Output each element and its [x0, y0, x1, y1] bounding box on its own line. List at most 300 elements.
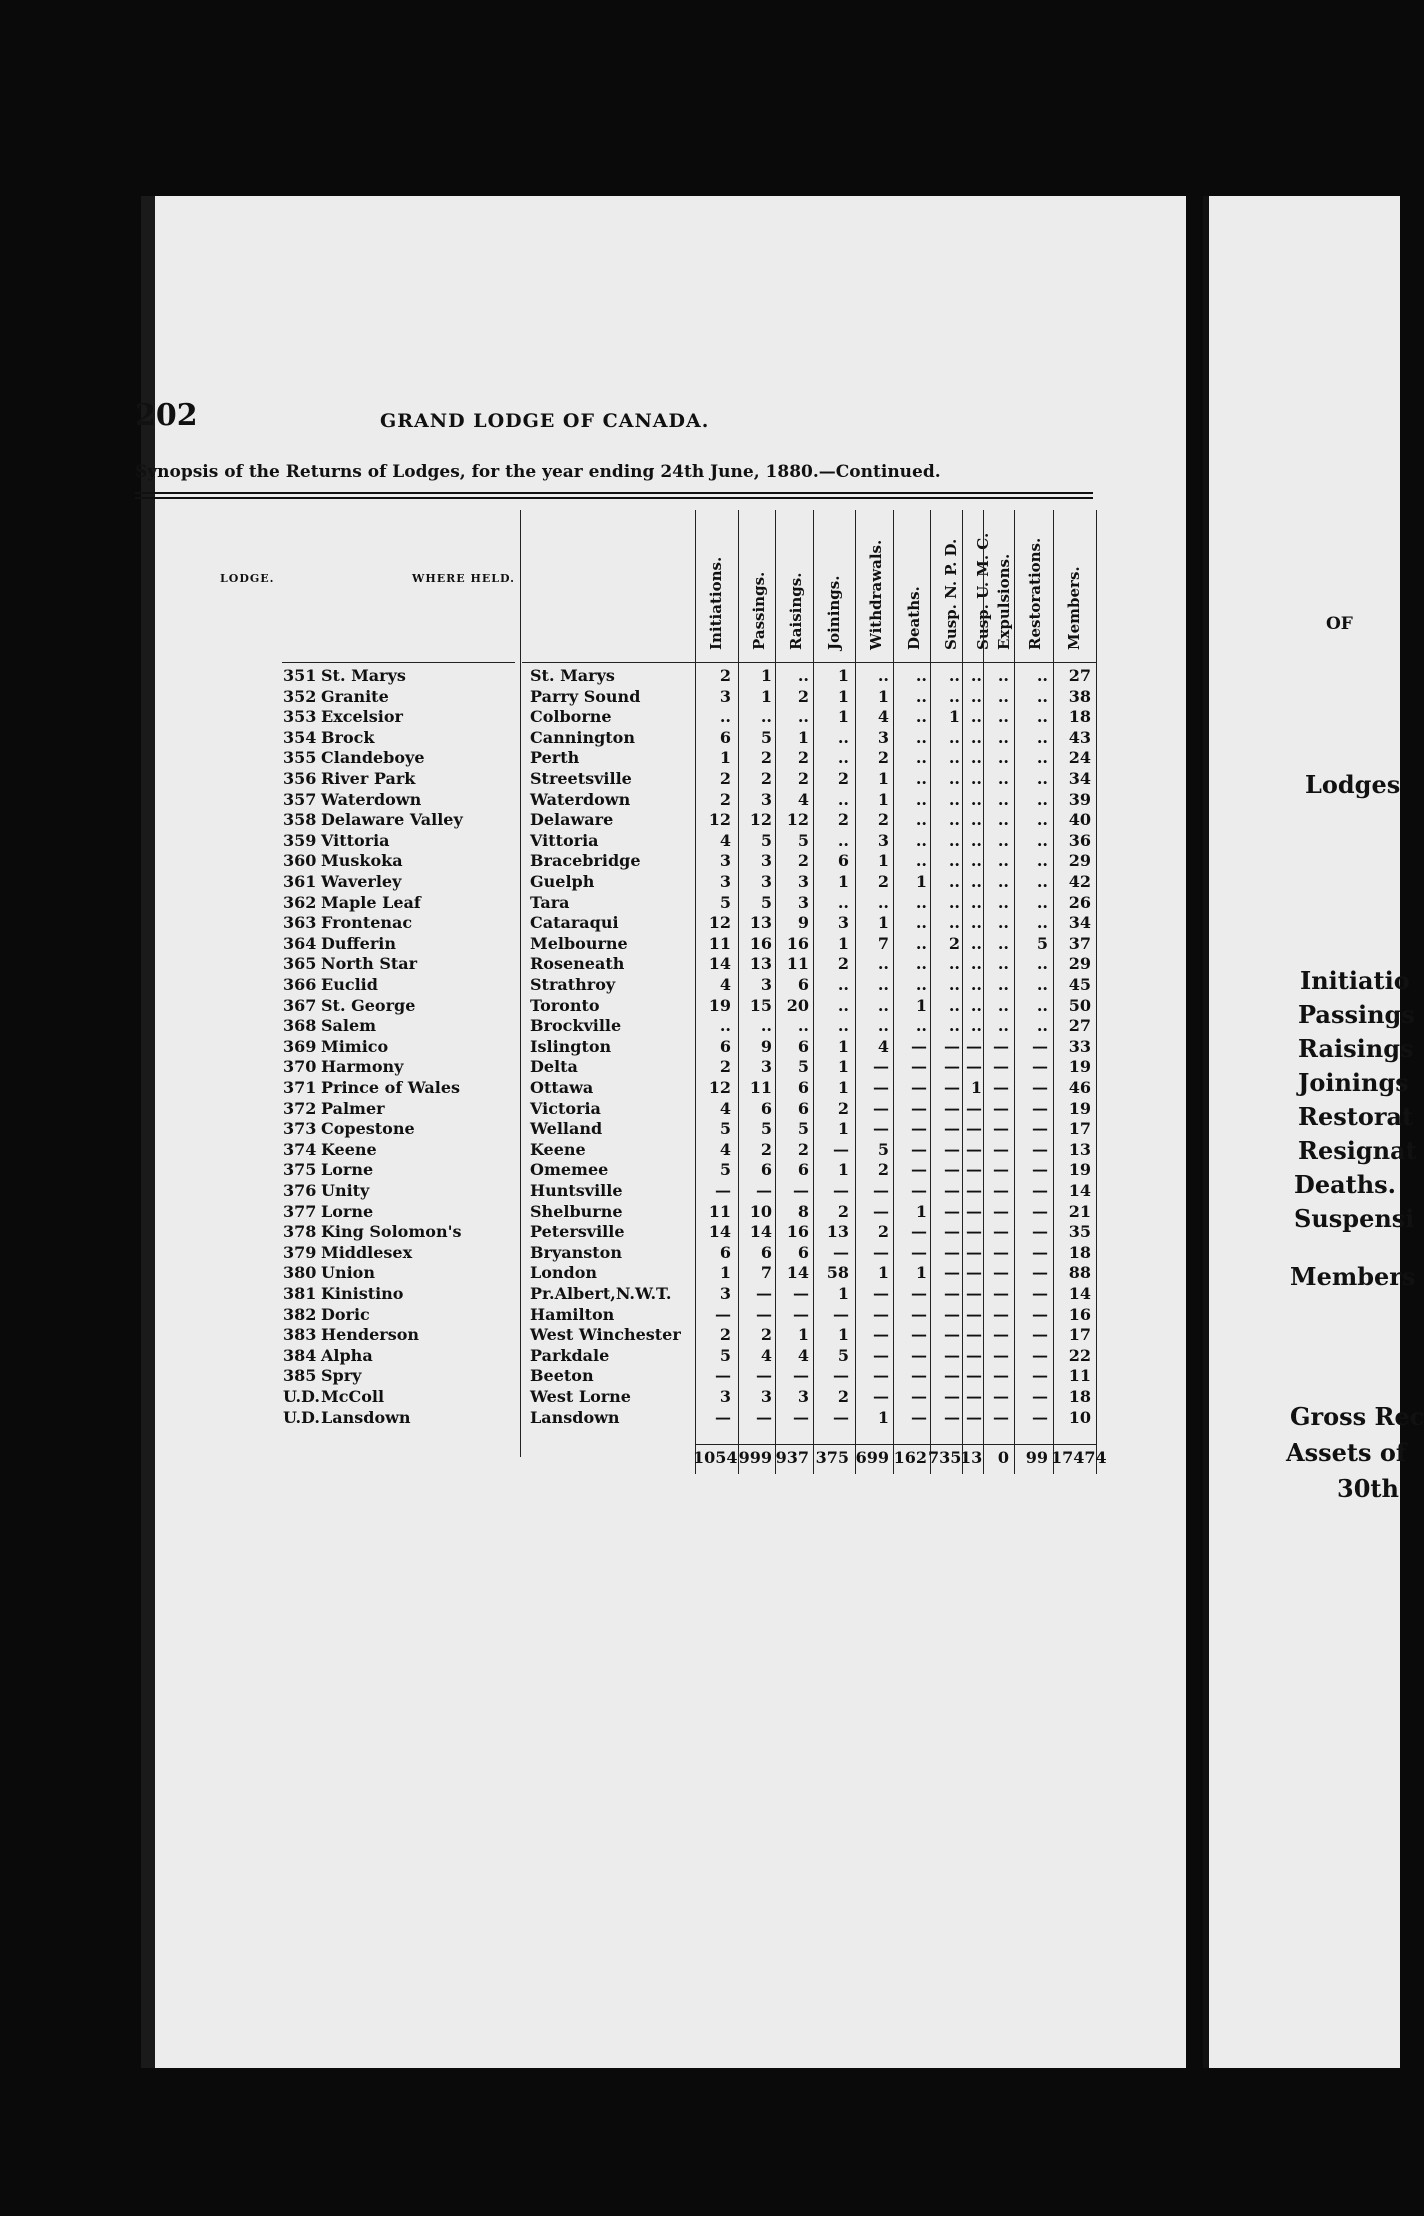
stat-cell: 8 — [797, 1201, 809, 1221]
stat-cell: .. — [915, 707, 927, 727]
where-held: Colborne — [530, 707, 612, 727]
lodge-name: Spry — [321, 1366, 362, 1386]
where-held: London — [530, 1263, 598, 1283]
stat-cell: .. — [837, 748, 849, 768]
stat-cell: 1 — [877, 913, 889, 933]
stat-cell: — — [993, 1036, 1009, 1056]
stat-cell: 5 — [719, 1345, 731, 1365]
column-header-lodge: LODGE. — [220, 572, 275, 585]
stat-cell: — — [966, 1284, 982, 1303]
stat-cell: .. — [970, 1016, 982, 1036]
stat-cell: 3 — [760, 851, 772, 871]
lodge-number: 352 — [283, 686, 317, 706]
stat-cell: — — [966, 1139, 982, 1159]
stat-cell: 1 — [837, 1036, 849, 1056]
stat-cell: — — [873, 1304, 889, 1324]
stat-cell: 4 — [760, 1345, 772, 1365]
stat-cell: .. — [915, 913, 927, 933]
lodge-name: Waterdown — [321, 789, 422, 809]
lodge-number: 385 — [283, 1366, 317, 1386]
stat-cell: 2 — [837, 1201, 849, 1221]
stat-cell: 13 — [749, 913, 772, 933]
stat-cell: 2 — [719, 1057, 731, 1077]
stat-cell: — — [911, 1325, 927, 1345]
stat-cell: .. — [837, 1016, 849, 1036]
where-held: Parry Sound — [530, 686, 641, 706]
where-held: Islington — [530, 1036, 612, 1056]
stat-cell: .. — [970, 995, 982, 1015]
stat-cell: .. — [1036, 748, 1048, 768]
where-held: Bryanston — [530, 1242, 622, 1262]
stat-cell: — — [911, 1036, 927, 1056]
stat-cell: .. — [997, 1016, 1009, 1036]
total-cell: 0 — [997, 1448, 1009, 1467]
stat-cell: 1 — [915, 1263, 927, 1283]
table-row — [135, 1099, 1100, 1120]
stat-cell: — — [993, 1057, 1009, 1077]
total-cell: 99 — [1025, 1448, 1048, 1467]
stat-cell: — — [993, 1078, 1009, 1097]
stat-cell: 13 — [1068, 1139, 1091, 1159]
stat-cell: .. — [797, 707, 809, 727]
table-horizontal-rule — [695, 1444, 1096, 1445]
stat-cell: 1 — [837, 1160, 849, 1180]
stat-cell: — — [1032, 1201, 1048, 1221]
stat-cell: — — [833, 1407, 849, 1427]
stat-cell: — — [966, 1242, 982, 1262]
stat-cell: 3 — [877, 830, 889, 850]
stat-cell: 16 — [786, 1222, 809, 1242]
stat-cell: — — [1032, 1284, 1048, 1303]
stat-cell: — — [715, 1366, 731, 1386]
where-held: Beeton — [530, 1366, 594, 1386]
table-row — [135, 1387, 1100, 1408]
table-row — [135, 666, 1100, 687]
where-held: Lansdown — [530, 1407, 620, 1427]
stat-cell: .. — [915, 769, 927, 788]
stat-cell: 2 — [837, 954, 849, 974]
stat-cell: — — [993, 1139, 1009, 1159]
stat-cell: .. — [970, 933, 982, 953]
stat-cell: 11 — [708, 933, 731, 953]
right-page-fragment: Lodges — [1305, 770, 1401, 799]
stat-cell: .. — [997, 913, 1009, 933]
column-header-stat: Deaths. — [905, 586, 923, 650]
stat-cell: 5 — [719, 1119, 731, 1139]
stat-cell: — — [715, 1407, 731, 1427]
stat-cell: — — [756, 1284, 772, 1303]
column-header-stat: Withdrawals. — [867, 539, 885, 650]
stat-cell: 13 — [749, 954, 772, 974]
stat-cell: — — [873, 1325, 889, 1345]
where-held: Bracebridge — [530, 851, 641, 871]
stat-cell: 1 — [877, 686, 889, 706]
lodge-number: 366 — [283, 975, 317, 994]
where-held: Ottawa — [530, 1078, 594, 1097]
stat-cell: — — [793, 1407, 809, 1427]
stat-cell: 3 — [837, 913, 849, 933]
stat-cell: .. — [1036, 830, 1048, 850]
where-held: Cannington — [530, 727, 635, 747]
lodge-name: Unity — [321, 1181, 370, 1200]
stat-cell: — — [911, 1057, 927, 1077]
where-held: Welland — [530, 1119, 603, 1139]
stat-cell: 2 — [877, 810, 889, 830]
lodge-number: 354 — [283, 727, 317, 747]
stat-cell: — — [944, 1139, 960, 1159]
stat-cell: .. — [915, 789, 927, 809]
stat-cell: .. — [997, 727, 1009, 747]
stat-cell: .. — [970, 975, 982, 994]
stat-cell: .. — [997, 995, 1009, 1015]
stat-cell: .. — [948, 954, 960, 974]
stat-cell: 3 — [760, 789, 772, 809]
stat-cell: 6 — [719, 727, 731, 747]
table-row — [135, 810, 1100, 831]
stat-cell: .. — [997, 748, 1009, 768]
table-row — [135, 1305, 1100, 1326]
stat-cell: — — [911, 1284, 927, 1303]
lodge-name: Prince of Wales — [321, 1078, 460, 1097]
stat-cell: .. — [915, 892, 927, 912]
stat-cell: .. — [877, 666, 889, 685]
stat-cell: — — [873, 1387, 889, 1406]
total-cell: 13 — [960, 1448, 983, 1467]
stat-cell: .. — [1036, 727, 1048, 747]
stat-cell: 2 — [797, 748, 809, 768]
stat-cell: 3 — [719, 1387, 731, 1406]
stat-cell: — — [993, 1119, 1009, 1139]
stat-cell: — — [966, 1366, 982, 1386]
stat-cell: 11 — [786, 954, 809, 974]
stat-cell: 21 — [1068, 1201, 1091, 1221]
lodge-name: Euclid — [321, 975, 378, 994]
stat-cell: — — [911, 1160, 927, 1180]
stat-cell: .. — [997, 892, 1009, 912]
stat-cell: .. — [970, 727, 982, 747]
stat-cell: 2 — [797, 686, 809, 706]
stat-cell: .. — [837, 830, 849, 850]
stat-cell: .. — [948, 851, 960, 871]
stat-cell: .. — [1036, 1016, 1048, 1036]
where-held: Streetsville — [530, 769, 632, 788]
table-horizontal-rule — [695, 662, 1096, 663]
lodge-name: River Park — [321, 769, 416, 788]
stat-cell: — — [966, 1057, 982, 1077]
lodge-name: Clandeboye — [321, 748, 425, 768]
table-row — [135, 1202, 1100, 1223]
stat-cell: .. — [970, 851, 982, 871]
lodge-number: 351 — [283, 666, 317, 685]
stat-cell: — — [944, 1387, 960, 1406]
lodge-number: 375 — [283, 1160, 317, 1180]
stat-cell: — — [966, 1201, 982, 1221]
column-header-stat: Passings. — [750, 571, 768, 650]
where-held: Vittoria — [530, 830, 599, 850]
where-held: Strathroy — [530, 975, 616, 994]
stat-cell: 5 — [719, 1160, 731, 1180]
stat-cell: .. — [837, 995, 849, 1015]
table-row — [135, 748, 1100, 769]
stat-cell: 1 — [877, 1263, 889, 1283]
stat-cell: 5 — [837, 1345, 849, 1365]
where-held: West Winchester — [530, 1325, 681, 1345]
stat-cell: — — [793, 1284, 809, 1303]
right-page-fragment: Joinings — [1298, 1068, 1409, 1097]
table-row — [135, 996, 1100, 1017]
column-header-stat: Susp. N. P. D. — [942, 538, 960, 650]
stat-cell: .. — [997, 851, 1009, 871]
stat-cell: 2 — [797, 851, 809, 871]
stat-cell: .. — [797, 666, 809, 685]
stat-cell: 1 — [837, 666, 849, 685]
stat-cell: 14 — [708, 1222, 731, 1242]
stat-cell: — — [756, 1304, 772, 1324]
column-header-stat: Expulsions. — [995, 553, 1013, 650]
stat-cell: 2 — [837, 1098, 849, 1118]
stat-cell: — — [873, 1181, 889, 1200]
stat-cell: .. — [970, 872, 982, 891]
stat-cell: 45 — [1068, 975, 1091, 994]
stat-cell: — — [911, 1222, 927, 1242]
stat-cell: .. — [915, 954, 927, 974]
table-row — [135, 1160, 1100, 1181]
lodge-name: Mimico — [321, 1036, 389, 1056]
stat-cell: — — [944, 1407, 960, 1427]
table-row — [135, 1346, 1100, 1367]
stat-cell: .. — [948, 686, 960, 706]
where-held: Brockville — [530, 1016, 622, 1036]
stat-cell: .. — [997, 933, 1009, 953]
stat-cell: — — [966, 1304, 982, 1324]
stat-cell: — — [1032, 1036, 1048, 1056]
lodge-name: St. George — [321, 995, 416, 1015]
stat-cell: .. — [1036, 913, 1048, 933]
stat-cell: — — [873, 1201, 889, 1221]
stat-cell: — — [944, 1242, 960, 1262]
stat-cell: .. — [948, 1016, 960, 1036]
lodge-name: Alpha — [321, 1345, 373, 1365]
lodge-number: 383 — [283, 1325, 317, 1345]
lodge-name: St. Marys — [321, 666, 406, 685]
right-page-fragment: 30th — [1337, 1474, 1399, 1503]
lodge-name: Palmer — [321, 1098, 385, 1118]
table-row — [135, 1284, 1100, 1305]
stat-cell: 1 — [877, 789, 889, 809]
stat-cell: 2 — [877, 1160, 889, 1180]
stat-cell: 11 — [708, 1201, 731, 1221]
where-held: Victoria — [530, 1098, 601, 1118]
stat-cell: — — [944, 1325, 960, 1345]
stat-cell: 1 — [837, 1119, 849, 1139]
stat-cell: 3 — [760, 1057, 772, 1077]
total-cell: 17474 — [1051, 1448, 1107, 1467]
stat-cell: 1 — [877, 769, 889, 788]
stat-cell: .. — [997, 830, 1009, 850]
stat-cell: .. — [1036, 975, 1048, 994]
stat-cell: 12 — [749, 810, 772, 830]
stat-cell: .. — [760, 707, 772, 727]
stat-cell: 58 — [826, 1263, 849, 1283]
total-cell: 162 — [893, 1448, 927, 1467]
lodge-number: 364 — [283, 933, 317, 953]
stat-cell: — — [756, 1366, 772, 1386]
stat-cell: .. — [877, 892, 889, 912]
where-held: West Lorne — [530, 1387, 631, 1406]
lodge-name: Lansdown — [321, 1407, 411, 1427]
stat-cell: 7 — [760, 1263, 772, 1283]
column-header-stat: Restorations. — [1026, 537, 1044, 650]
stat-cell: .. — [1036, 707, 1048, 727]
stat-cell: — — [944, 1366, 960, 1386]
right-page-fragment: Suspensi — [1294, 1204, 1415, 1233]
lodge-name: Vittoria — [321, 830, 390, 850]
stat-cell: .. — [837, 789, 849, 809]
stat-cell: 4 — [719, 830, 731, 850]
lodge-number: 372 — [283, 1098, 317, 1118]
stat-cell: — — [993, 1222, 1009, 1242]
stat-cell: 2 — [719, 769, 731, 788]
stat-cell: 18 — [1068, 1242, 1091, 1262]
lodge-name: Brock — [321, 727, 375, 747]
stat-cell: 1 — [719, 1263, 731, 1283]
stat-cell: 15 — [749, 995, 772, 1015]
stat-cell: 3 — [760, 975, 772, 994]
stat-cell: 5 — [797, 1057, 809, 1077]
stat-cell: — — [993, 1242, 1009, 1262]
lodge-number: 377 — [283, 1201, 317, 1221]
stat-cell: 5 — [760, 892, 772, 912]
stat-cell: 14 — [786, 1263, 809, 1283]
lodge-name: Kinistino — [321, 1284, 404, 1303]
where-held: Melbourne — [530, 933, 628, 953]
stat-cell: 1 — [837, 872, 849, 891]
table-row — [135, 1037, 1100, 1058]
right-page-fragment: Raisings — [1298, 1034, 1414, 1063]
total-cell: 699 — [855, 1448, 889, 1467]
column-header-where-held: WHERE HELD. — [412, 572, 515, 585]
stat-cell: — — [1032, 1304, 1048, 1324]
lodge-number: 380 — [283, 1263, 317, 1283]
stat-cell: 35 — [1068, 1222, 1091, 1242]
stat-cell: 1 — [837, 707, 849, 727]
stat-cell: — — [993, 1345, 1009, 1365]
stat-cell: 4 — [719, 975, 731, 994]
lodge-number: 362 — [283, 892, 317, 912]
stat-cell: 6 — [797, 1098, 809, 1118]
stat-cell: — — [756, 1407, 772, 1427]
stat-cell: 16 — [749, 933, 772, 953]
lodge-name: Waverley — [321, 872, 402, 891]
stat-cell: — — [944, 1160, 960, 1180]
stat-cell: — — [911, 1387, 927, 1406]
stat-cell: .. — [1036, 851, 1048, 871]
stat-cell: 11 — [749, 1078, 772, 1097]
header-rule — [135, 497, 1093, 499]
lodge-number: U.D. — [283, 1387, 320, 1406]
stat-cell: — — [944, 1304, 960, 1324]
stat-cell: 6 — [797, 1036, 809, 1056]
lodge-name: Frontenac — [321, 913, 413, 933]
stat-cell: 1 — [837, 686, 849, 706]
stat-cell: 6 — [719, 1242, 731, 1262]
table-horizontal-rule — [282, 662, 515, 663]
stat-cell: 27 — [1068, 1016, 1091, 1036]
stat-cell: 4 — [877, 1036, 889, 1056]
stat-cell: .. — [1036, 954, 1048, 974]
stat-cell: 16 — [1068, 1304, 1091, 1324]
stat-cell: 2 — [797, 769, 809, 788]
where-held: Delaware — [530, 810, 614, 830]
stat-cell: — — [715, 1181, 731, 1200]
stat-cell: .. — [970, 810, 982, 830]
stat-cell: 19 — [1068, 1098, 1091, 1118]
lodge-number: 368 — [283, 1016, 317, 1036]
stat-cell: 1 — [915, 995, 927, 1015]
stat-cell: .. — [719, 1016, 731, 1036]
stat-cell: — — [1032, 1366, 1048, 1386]
stat-cell: .. — [948, 748, 960, 768]
stat-cell: .. — [948, 830, 960, 850]
stat-cell: 18 — [1068, 707, 1091, 727]
right-page — [1203, 196, 1400, 2068]
stat-cell: — — [1032, 1098, 1048, 1118]
stat-cell: 3 — [797, 872, 809, 891]
stat-cell: — — [966, 1263, 982, 1283]
lodge-number: 359 — [283, 830, 317, 850]
lodge-name: McColl — [321, 1387, 385, 1406]
stat-cell: — — [966, 1160, 982, 1180]
stat-cell: .. — [997, 975, 1009, 994]
stat-cell: 46 — [1068, 1078, 1091, 1097]
stat-cell: 6 — [837, 851, 849, 871]
stat-cell: .. — [1036, 666, 1048, 685]
table-row — [135, 975, 1100, 996]
stat-cell: 3 — [719, 686, 731, 706]
stat-cell: 3 — [877, 727, 889, 747]
where-held: Guelph — [530, 872, 595, 891]
stat-cell: — — [911, 1345, 927, 1365]
column-header-stat: Raisings. — [787, 572, 805, 650]
stat-cell: 3 — [719, 851, 731, 871]
stat-cell: — — [911, 1242, 927, 1262]
stat-cell: 11 — [1068, 1366, 1091, 1386]
stat-cell: 16 — [786, 933, 809, 953]
stat-cell: .. — [1036, 810, 1048, 830]
where-held: Waterdown — [530, 789, 631, 809]
stat-cell: — — [873, 1078, 889, 1097]
stat-cell: 10 — [1068, 1407, 1091, 1427]
where-held: Pr.Albert,N.W.T. — [530, 1284, 672, 1303]
table-row — [135, 687, 1100, 708]
lodge-number: 355 — [283, 748, 317, 768]
stat-cell: .. — [970, 954, 982, 974]
stat-cell: — — [944, 1263, 960, 1283]
stat-cell: — — [966, 1407, 982, 1427]
stat-cell: — — [944, 1078, 960, 1097]
lodge-number: 367 — [283, 995, 317, 1015]
table-row — [135, 790, 1100, 811]
stat-cell: .. — [997, 872, 1009, 891]
stat-cell: .. — [915, 933, 927, 953]
table-row — [135, 707, 1100, 728]
table-row — [135, 831, 1100, 852]
stat-cell: — — [944, 1098, 960, 1118]
table-row — [135, 954, 1100, 975]
lodge-number: 378 — [283, 1222, 317, 1242]
stat-cell: — — [966, 1119, 982, 1139]
right-page-fragment: Passings — [1298, 1000, 1415, 1029]
